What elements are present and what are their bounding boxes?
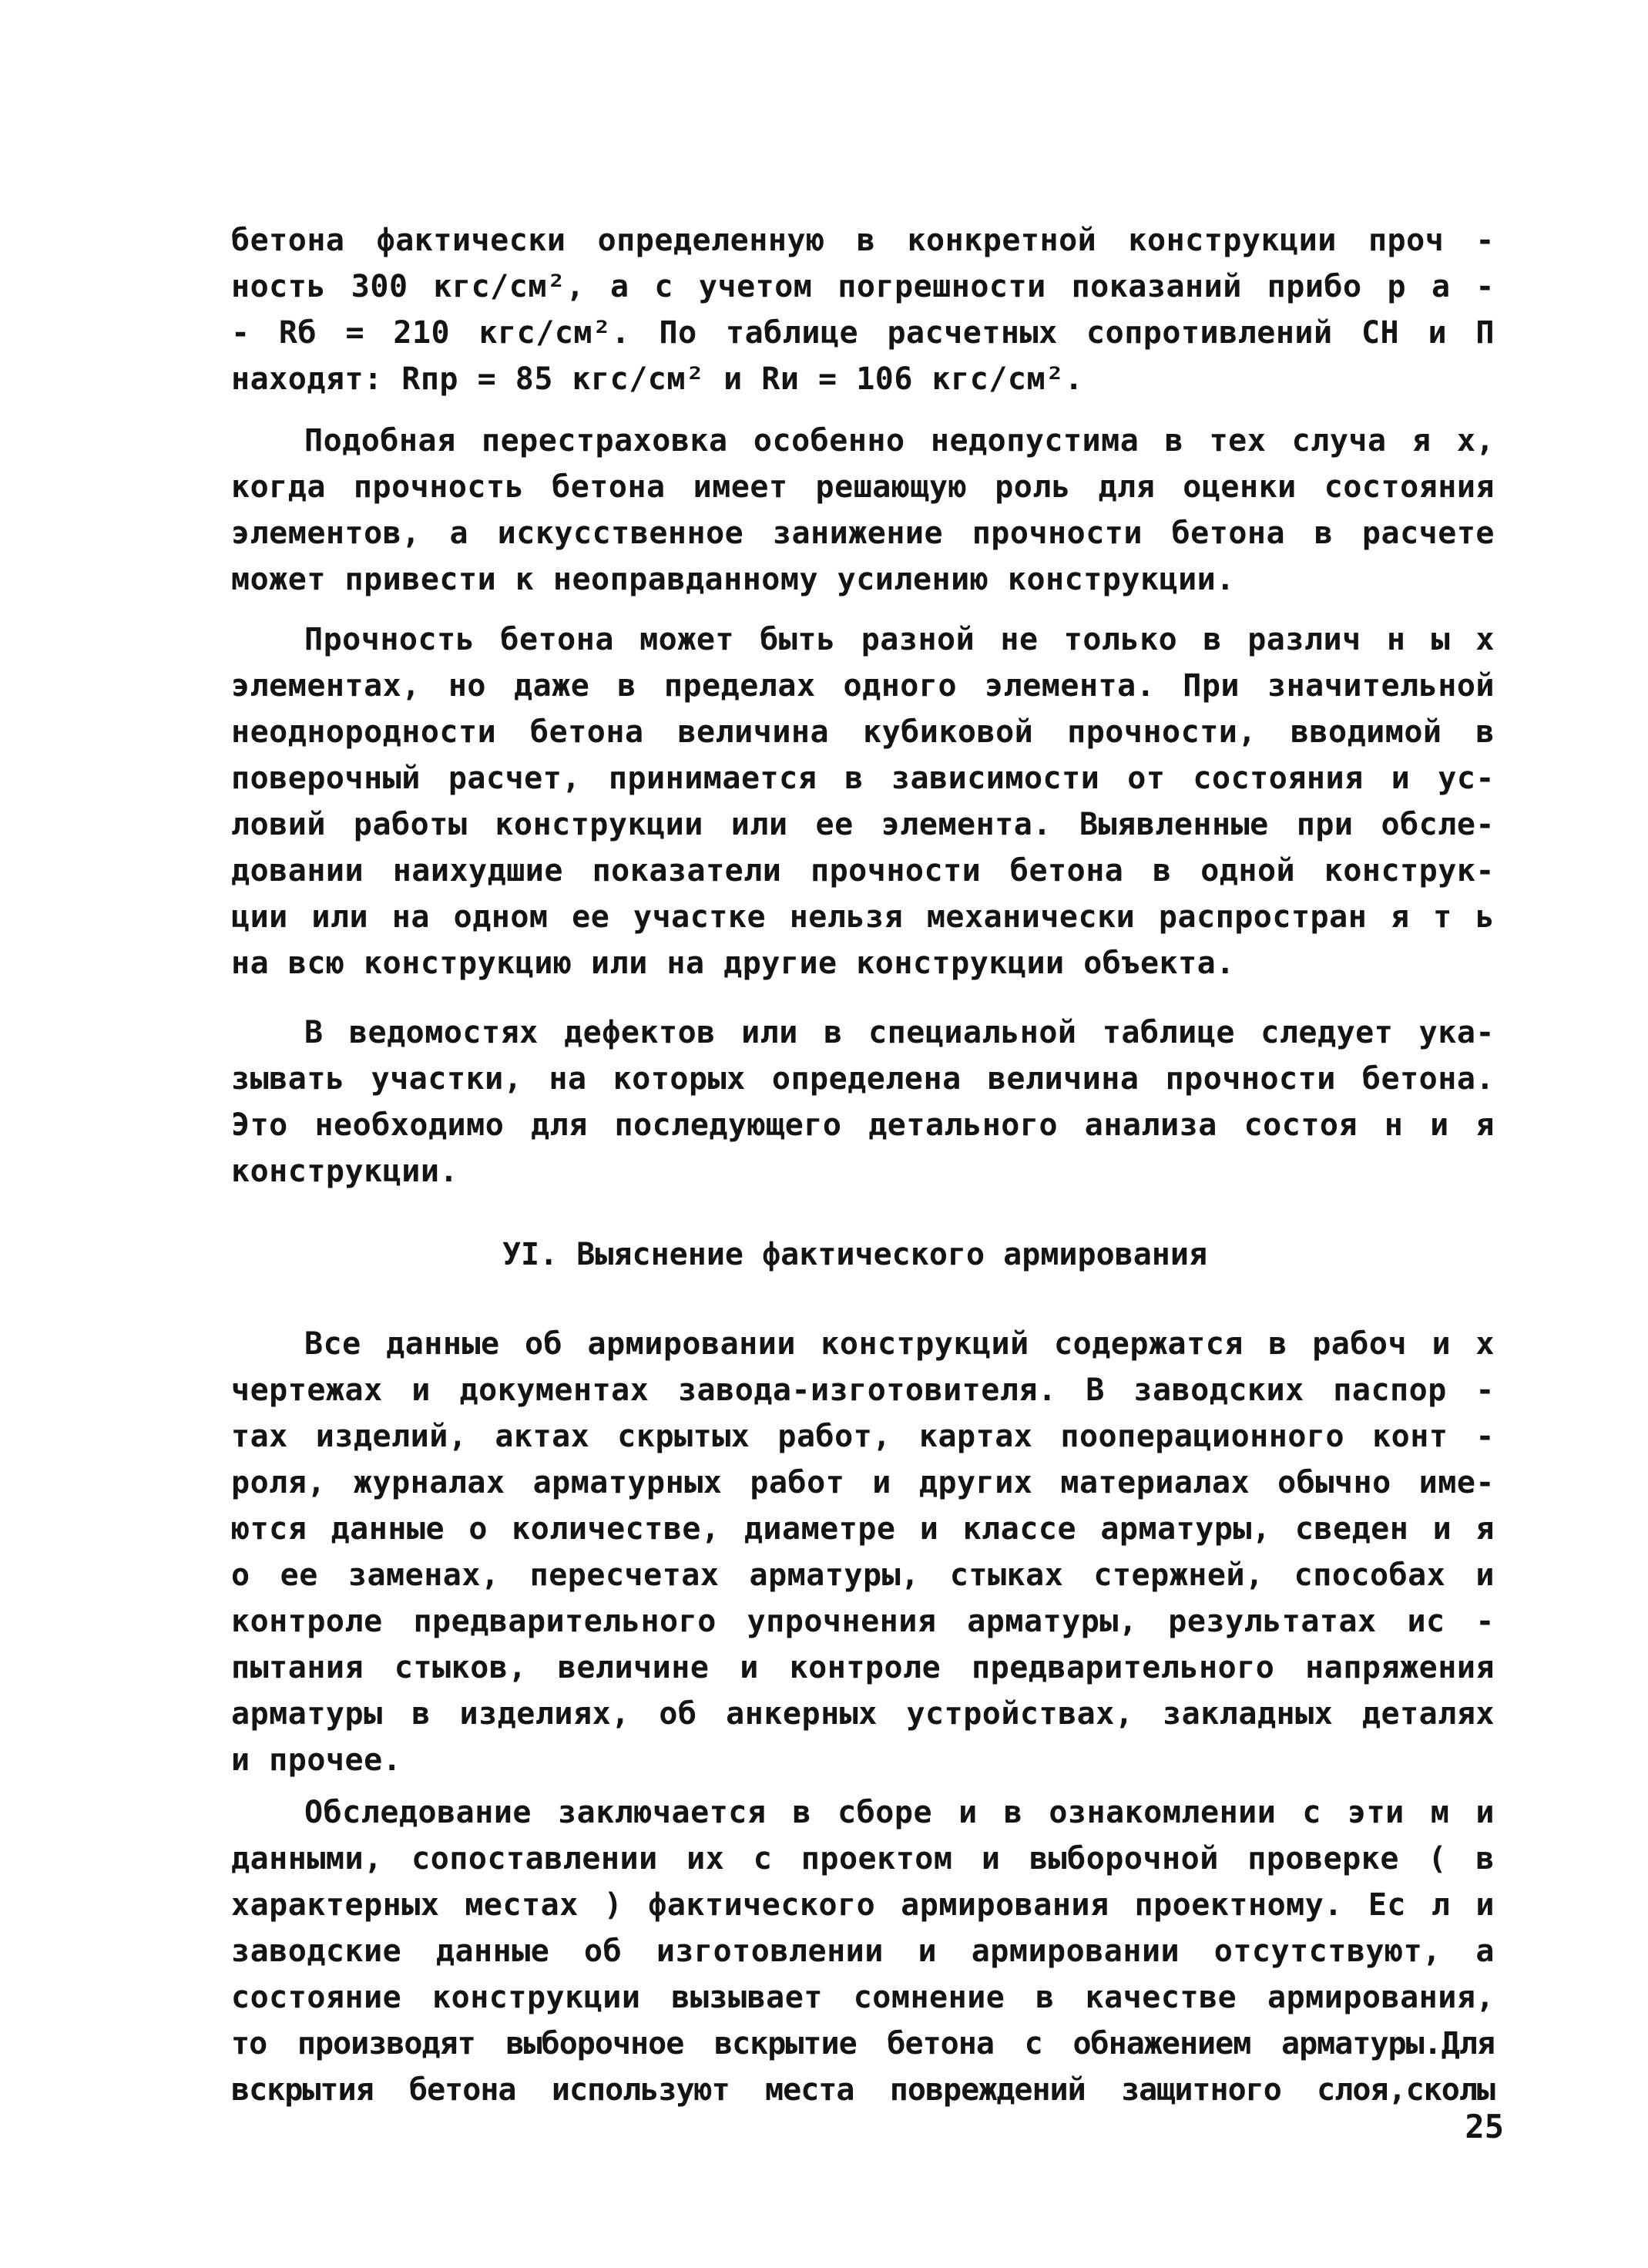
text-line: данными, сопоставлении их с проектом и выборочной проверке ( в [231,1841,1495,1877]
text-line: ции или на одном ее участке нельзя механически распростран я т ь [231,899,1495,935]
text-line: на всю конструкцию или на другие конструкции объекта. [231,946,1235,981]
text-line: заводские данные об изготовлении и армировании отсутствуют, а [231,1934,1495,1969]
paragraph-reinforcement-data [231,1321,1495,1783]
text-line: конструкции. [231,1154,458,1189]
text-line: контроле предварительного упрочнения арматуры, результатах ис - [231,1604,1495,1639]
text-line: находят: Rпр = 85 кгс/см² и Rи = 106 кгс/см². [231,361,1084,397]
text-line: неоднородности бетона величина кубиковой прочности, вводимой в [231,714,1495,750]
text-line: Подобная перестраховка особенно недопустима в тех случа я х, [304,423,1495,459]
text-line: довании наихудшие показатели прочности бетона в одной конструк- [231,853,1495,889]
text-line: ловий работы конструкции или ее элемента. Выявленные при обсле- [231,807,1495,842]
paragraph-inspection [231,1789,1495,2113]
text-line: роля, журналах арматурных работ и других материалах обычно име- [231,1465,1495,1500]
text-line: арматуры в изделиях, об анкерных устройствах, закладных деталях [231,1696,1495,1732]
paragraph-continuation [231,217,1495,402]
text-line: Это необходимо для последующего детального анализа состоя н и я [231,1107,1495,1143]
text-line: пытания стыков, величине и контроле предварительного напряжения [231,1650,1495,1685]
paragraph-overinsurance [231,418,1495,603]
text-line: элементов, а искусственное занижение прочности бетона в расчете [231,516,1495,551]
text-line: ность 300 кгс/см², а с учетом погрешности показаний прибо р а - [231,269,1495,304]
text-line: характерных местах ) фактического армирования проектному. Ес л и [231,1887,1495,1923]
text-line: то производят выборочное вскрытие бетона с обнажением арматуры.Для [231,2026,1495,2061]
text-line: может привести к неоправданному усилению конструкции. [231,562,1235,597]
text-line: поверочный расчет, принимается в зависимости от состояния и ус- [231,761,1495,796]
text-line: зывать участки, на которых определена величина прочности бетона. [231,1061,1495,1097]
text-line: Прочность бетона может быть разной не только в различ н ы х [304,622,1495,657]
text-line: Все данные об армировании конструкций содержатся в рабоч и х [304,1326,1495,1362]
text-line: ются данные о количестве, диаметре и классе арматуры, сведен и я [231,1511,1495,1547]
text-line: бетона фактически определенную в конкретной конструкции проч - [231,223,1495,258]
text-line: когда прочность бетона имеет решающую роль для оценки состояния [231,469,1495,505]
text-line: чертежах и документах завода-изготовителя. В заводских паспор - [231,1373,1495,1408]
text-line: состояние конструкции вызывает сомнение в качестве армирования, [231,1980,1495,2015]
paragraph-defect-sheets [231,1010,1495,1194]
section-heading: УI. Выяснение фактического армирования [502,1237,1208,1272]
text-line: тах изделий, актах скрытых работ, картах пооперационного конт - [231,1419,1495,1454]
text-line: и прочее. [231,1742,402,1778]
text-line: о ее заменах, пересчетах арматуры, стыках стержней, способах и [231,1557,1495,1593]
text-line: - Rб = 210 кгс/см². По таблице расчетных сопротивлений СН и П [231,315,1495,351]
text-line: элементах, но даже в пределах одного элемента. При значительной [231,668,1495,704]
text-line: В ведомостях дефектов или в специальной таблице следует ука- [304,1015,1495,1050]
text-line: вскрытия бетона используют места повреждений защитного слоя,сколы [231,2072,1495,2108]
text-line: Обследование заключается в сборе и в ознакомлении с эти м и [304,1795,1495,1830]
page-number: 25 [1465,2108,1504,2145]
paragraph-strength-variation [231,617,1495,986]
